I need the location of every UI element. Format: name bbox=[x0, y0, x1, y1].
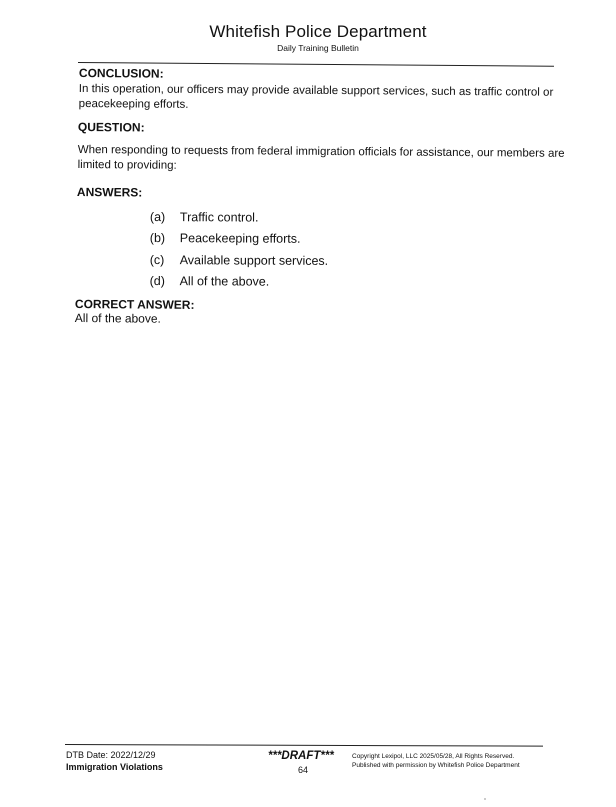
answer-text: Traffic control. bbox=[179, 209, 259, 225]
footer-page-number: 64 bbox=[298, 765, 309, 775]
answer-item bbox=[150, 206, 329, 228]
answer-letter: (d) bbox=[149, 274, 165, 289]
conclusion-section bbox=[79, 66, 554, 116]
answers-list bbox=[150, 206, 329, 293]
question-section bbox=[78, 120, 565, 177]
question-heading: QUESTION: bbox=[77, 120, 145, 135]
footer-dtb-date: DTB Date: 2022/12/29 bbox=[66, 750, 156, 760]
correct-answer-heading: CORRECT ANSWER: bbox=[74, 297, 195, 312]
footer-copyright-line-2: Published with permission by Whitefish Police Department bbox=[352, 762, 520, 769]
footer-draft-mark: ***DRAFT*** bbox=[268, 750, 334, 762]
correct-answer-section bbox=[75, 297, 195, 327]
scan-speck bbox=[484, 798, 486, 800]
answer-item bbox=[150, 270, 329, 292]
question-line-2: limited to providing: bbox=[77, 158, 177, 172]
answers-heading-wrap bbox=[77, 185, 142, 200]
answer-text: Peacekeeping efforts. bbox=[179, 231, 301, 247]
footer-copyright-line-1: Copyright Lexipol, LLC 2025/05/28, All Rights Reserved. bbox=[352, 753, 515, 760]
answer-letter: (a) bbox=[149, 209, 166, 224]
footer-copyright bbox=[352, 752, 520, 770]
answer-text: Available support services. bbox=[179, 252, 329, 268]
answer-text: All of the above. bbox=[179, 274, 270, 289]
answer-letter: (b) bbox=[149, 231, 166, 246]
question-line-1: When responding to requests from federal immigration officials for assistance, our members are bbox=[77, 143, 565, 160]
conclusion-heading: CONCLUSION: bbox=[78, 66, 164, 81]
correct-answer-text: All of the above. bbox=[74, 310, 161, 326]
page-subtitle: Daily Training Bulletin bbox=[277, 43, 359, 53]
answers-heading: ANSWERS: bbox=[76, 185, 143, 200]
answer-item bbox=[150, 249, 329, 271]
page-title: Whitefish Police Department bbox=[209, 22, 427, 41]
answer-item bbox=[150, 227, 329, 249]
conclusion-line-1: In this operation, our officers may provide available support services, such as traffic control or bbox=[78, 82, 554, 99]
footer-topic: Immigration Violations bbox=[66, 762, 163, 772]
answer-letter: (c) bbox=[149, 252, 165, 267]
conclusion-line-2: peacekeeping efforts. bbox=[78, 97, 189, 111]
footer-divider bbox=[65, 744, 543, 747]
